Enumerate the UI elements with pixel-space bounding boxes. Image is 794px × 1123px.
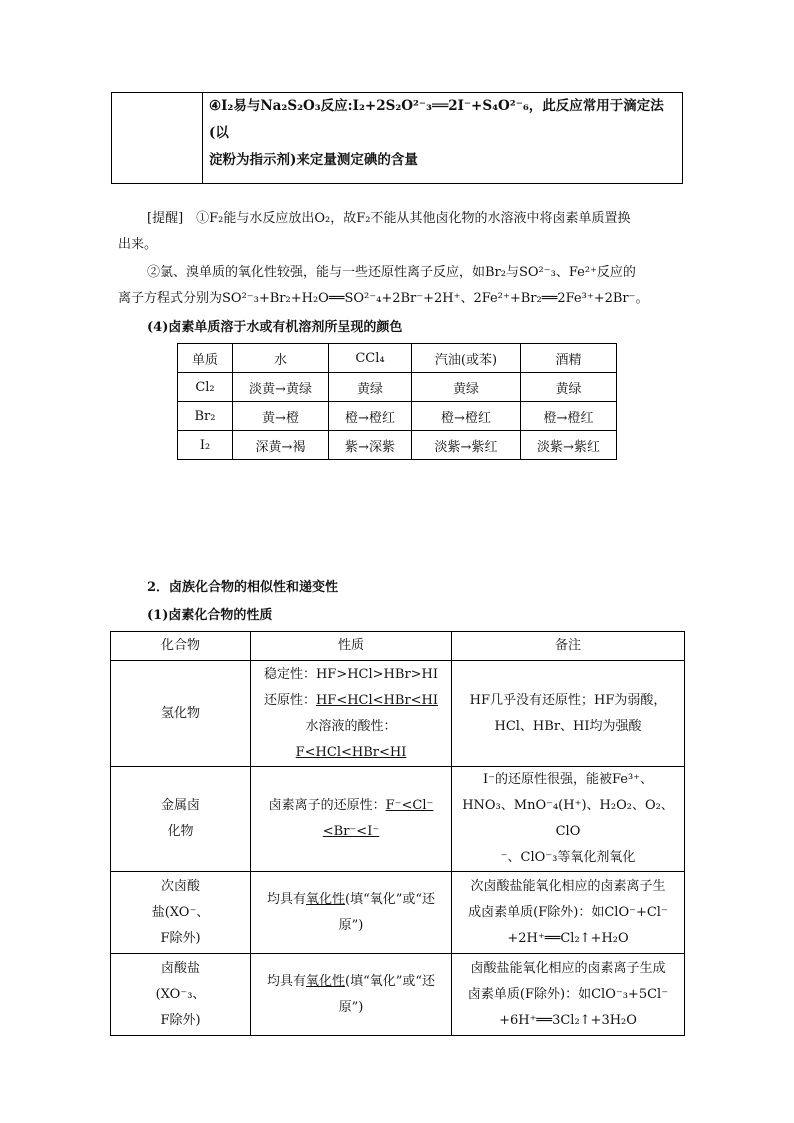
name-line: 化物 xyxy=(167,824,194,839)
note-cell xyxy=(452,661,685,767)
table-row xyxy=(178,373,617,402)
iodine-reaction-line: ④I₂易与Na₂S₂O₃反应:I₂+2S₂O²⁻₃══2I⁻+S₄O²⁻₆，此反应常用于滴定法(以 xyxy=(209,98,664,141)
property-label: 卤素离子的还原性： xyxy=(268,798,386,813)
tip-paragraph-1: [提醒] ①F₂能与水反应放出O₂，故F₂不能从其他卤化物的水溶液中将卤素单质置换 xyxy=(147,211,631,226)
table-cell: 淡黄→黄绿 xyxy=(233,373,329,402)
table-cell: Cl₂ xyxy=(178,373,233,402)
table-row xyxy=(178,431,617,460)
property-cell xyxy=(251,872,452,954)
compound-name-cell xyxy=(111,767,251,872)
name-line: 金属卤 xyxy=(160,798,200,813)
halogen-color-table xyxy=(177,343,617,460)
property-label: 还原性： xyxy=(263,692,316,708)
section-2-subtitle: (1)卤素化合物的性质 xyxy=(147,608,273,623)
answer-underlined: HF<HCl<HBr<HI xyxy=(315,692,439,708)
note-cell xyxy=(452,872,685,954)
table-cell: 黄绿 xyxy=(329,373,412,402)
note-cell xyxy=(452,954,685,1036)
note-cell xyxy=(452,767,685,872)
compound-name-cell: 氢化物 xyxy=(111,661,251,767)
header-cell: CCl₄ xyxy=(329,344,412,373)
name-line: F除外) xyxy=(160,930,201,946)
property-line xyxy=(251,969,451,995)
answer-underlined: <Br⁻<I⁻ xyxy=(322,824,380,839)
table-header-row xyxy=(178,344,617,373)
note-line: I⁻的还原性很强，能被Fe³⁺、 xyxy=(482,772,654,787)
tip-paragraph-1-cont: 出来。 xyxy=(118,237,158,252)
tip-paragraph-2-cont: 离子方程式分别为SO²⁻₃+Br₂+H₂O══SO²⁻₄+2Br⁻+2H⁺、2Fe²⁺+Br₂══2Fe³⁺+2Br⁻。 xyxy=(118,291,649,306)
header-cell: 水 xyxy=(233,344,329,373)
section-4-title: (4)卤素单质溶于水或有机溶剂所呈现的颜色 xyxy=(147,320,403,335)
property-line: 稳定性：HF>HCl>HBr>HI xyxy=(263,666,439,682)
property-cell xyxy=(251,661,452,767)
property-line xyxy=(251,819,451,845)
table-cell: 黄绿 xyxy=(412,373,521,402)
compound-name-cell xyxy=(111,954,251,1036)
note-line: 卤酸盐能氧化相应的卤素离子生成 xyxy=(470,960,666,976)
name-line: F除外) xyxy=(160,1012,201,1028)
property-line xyxy=(251,887,451,913)
property-label: 均具有 xyxy=(266,891,306,907)
section-2-title: 2．卤族化合物的相似性和递变性 xyxy=(147,580,339,595)
table-cell: Br₂ xyxy=(178,402,233,431)
name-line: 卤酸盐 xyxy=(160,960,200,976)
answer-underlined: 氧化性 xyxy=(305,891,345,907)
table-row xyxy=(111,767,685,872)
table-cell: 深黄→褐 xyxy=(233,431,329,460)
iodine-reaction-cell xyxy=(203,93,683,184)
note-line: 次卤酸盐能氧化相应的卤素离子生 xyxy=(470,878,666,894)
header-cell: 备注 xyxy=(452,632,685,661)
header-cell: 酒精 xyxy=(521,344,617,373)
tip-paragraph-2: ②氯、溴单质的氧化性较强，能与一些还原性离子反应，如Br₂与SO²⁻₃、Fe²⁺反应的 xyxy=(147,265,636,280)
note-line: HF几乎没有还原性；HF为弱酸， xyxy=(469,692,667,708)
property-line: 水溶液的酸性： xyxy=(305,718,397,734)
name-line: 盐(XO⁻、 xyxy=(151,904,210,920)
name-line: 次卤酸 xyxy=(160,878,200,894)
table-row xyxy=(111,872,685,954)
table-cell: 黄绿 xyxy=(521,373,617,402)
table-cell: I₂ xyxy=(178,431,233,460)
property-label: (填“氧化”或“还 xyxy=(345,973,436,989)
table-cell: 紫→深紫 xyxy=(329,431,412,460)
property-cell xyxy=(251,954,452,1036)
name-line: (XO⁻₃、 xyxy=(155,986,206,1002)
property-line xyxy=(251,793,451,819)
note-line: 成卤素单质(F除外)：如ClO⁻+Cl⁻ xyxy=(468,904,668,920)
header-cell: 化合物 xyxy=(111,632,251,661)
table-cell: 橙→橙红 xyxy=(329,402,412,431)
property-label: (填“氧化”或“还 xyxy=(345,891,436,907)
table-row xyxy=(111,661,685,767)
table-cell: 淡紫→紫红 xyxy=(521,431,617,460)
header-cell: 汽油(或苯) xyxy=(412,344,521,373)
table-row xyxy=(111,954,685,1036)
answer-underlined: 氧化性 xyxy=(305,973,345,989)
compound-name-cell xyxy=(111,872,251,954)
note-line: HNO₃、MnO⁻₄(H⁺)、H₂O₂、O₂、ClO xyxy=(462,798,674,839)
empty-cell xyxy=(112,93,203,184)
note-line: HCl、HBr、HI均为强酸 xyxy=(494,718,642,734)
table-cell: 黄→橙 xyxy=(233,402,329,431)
property-line xyxy=(251,688,451,714)
note-line: +2H⁺══Cl₂↑+H₂O xyxy=(507,930,629,946)
header-cell: 单质 xyxy=(178,344,233,373)
iodine-reaction-line-cont: 淀粉为指示剂)来定量测定碘的含量 xyxy=(209,152,418,168)
property-line xyxy=(251,740,451,766)
table-header-row xyxy=(111,632,685,661)
header-cell: 性质 xyxy=(251,632,452,661)
property-cell xyxy=(251,767,452,872)
property-line: 原”) xyxy=(338,917,364,933)
note-line: ⁻、ClO⁻₃等氧化剂氧化 xyxy=(500,850,636,865)
answer-underlined: F⁻<Cl⁻ xyxy=(385,798,434,813)
property-line: 原”) xyxy=(338,999,364,1015)
property-label: 均具有 xyxy=(266,973,306,989)
table-cell: 橙→橙红 xyxy=(412,402,521,431)
reaction-note-table xyxy=(111,92,683,184)
answer-underlined: F<HCl<HBr<HI xyxy=(295,744,407,760)
halogen-compound-table xyxy=(110,631,685,1036)
note-line: 卤素单质(F除外)：如ClO⁻₃+5Cl⁻ xyxy=(467,986,669,1002)
table-row xyxy=(178,402,617,431)
note-line: +6H⁺══3Cl₂↑+3H₂O xyxy=(499,1012,637,1028)
table-cell: 淡紫→紫红 xyxy=(412,431,521,460)
table-cell: 橙→橙红 xyxy=(521,402,617,431)
